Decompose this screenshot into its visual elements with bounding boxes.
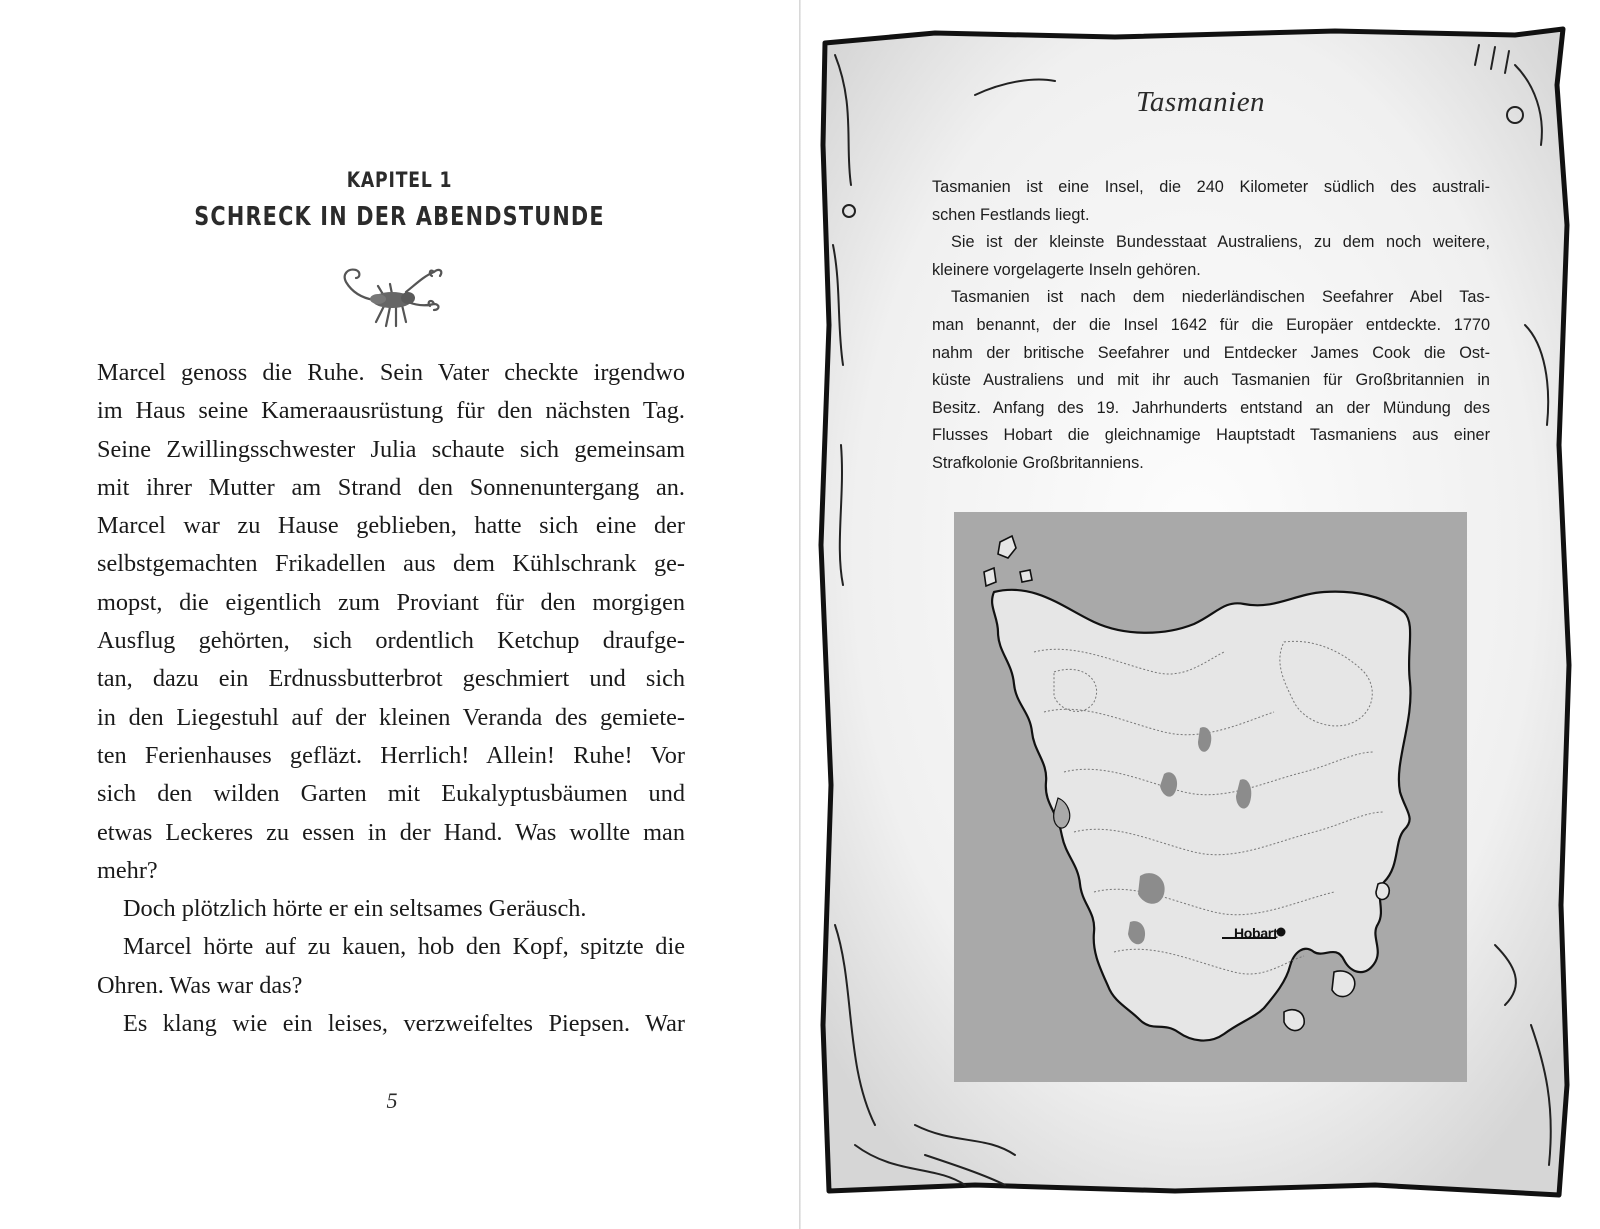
tasmania-island-shape [954,512,1467,1082]
text-line: Flusses Hobart die gleichnamige Hauptstadt Tasmaniens aus einer [932,426,1490,445]
text-line: mit ihrer Mutter am Strand den Sonnenuntergang an. [97,473,685,501]
text-line: man benannt, der die Insel 1642 für die Europäer entdeckte. 1770 [932,315,1490,334]
text-line: Strafkolonie Großbritanniens. [932,453,1144,472]
chapter-body-text [97,354,685,1043]
text-line: Marcel war zu Hause geblieben, hatte sich eine der [97,512,685,540]
text-line: Tasmanien ist nach dem niederländischen Seefahrer Abel Tas- [951,288,1490,307]
tasmania-map [954,512,1467,1082]
text-line: küste Australiens und mit ihr auch Tasmanien für Großbritannien in [932,371,1490,390]
text-line: schen Festlands liegt. [932,205,1090,224]
text-line: Besitz. Anfang des 19. Jahrhunderts entstand an der Mündung des [932,398,1490,417]
text-line: im Haus seine Kameraausrüstung für den nächsten Tag. [97,397,685,425]
text-line: mopst, die eigentlich zum Proviant für den morgigen [97,588,685,616]
text-line: etwas Leckeres zu essen in der Hand. Was wollte man [97,818,685,846]
text-line: Sie ist der kleinste Bundesstaat Australiens, zu dem noch weitere, [951,233,1490,252]
text-line: nahm der britische Seefahrer und Entdecker James Cook die Ost- [932,343,1490,362]
city-dot-icon [1277,928,1286,937]
text-line: Seine Zwillingsschwester Julia schaute sich gemeinsam [97,435,685,463]
info-box-title: Tasmanien [1135,86,1266,118]
text-line: Ohren. Was war das? [97,971,303,999]
text-line: mehr? [97,856,158,884]
right-page [801,0,1600,1229]
page-number: 5 [386,1088,398,1113]
text-line: tan, dazu ein Erdnussbutterbrot geschmiert und sich [97,665,685,693]
scorpion-icon [334,262,450,332]
text-line: kleinere vorgelagerte Inseln gehören. [932,260,1201,279]
chapter-number: KAPITEL 1 [346,168,453,192]
text-line: Ausflug gehörten, sich ordentlich Ketchup draufge- [97,627,685,655]
map-label-hobart: Hobart [1234,925,1278,941]
text-line: selbstgemachten Frikadellen aus dem Kühlschrank ge- [97,550,685,578]
text-line: ten Ferienhauses gefläzt. Herrlich! Allein! Ruhe! Vor [97,741,685,769]
chapter-title: SCHRECK IN DER ABENDSTUNDE [194,202,605,232]
text-line: Marcel hörte auf zu kauen, hob den Kopf, spitzte die [123,933,685,961]
text-line: Es klang wie ein leises, verzweifeltes Piepsen. War [123,1010,685,1038]
left-page [0,0,799,1229]
text-line: Doch plötzlich hörte er ein seltsames Geräusch. [123,895,587,923]
text-line: in den Liegestuhl auf der kleinen Veranda des gemiete- [97,703,685,731]
info-box-text [932,174,1490,478]
text-line: Marcel genoss die Ruhe. Sein Vater checkte irgendwo [97,359,685,386]
text-line: sich den wilden Garten mit Eukalyptusbäumen und [97,780,685,808]
text-line: Tasmanien ist eine Insel, die 240 Kilometer südlich des australi- [932,178,1490,196]
